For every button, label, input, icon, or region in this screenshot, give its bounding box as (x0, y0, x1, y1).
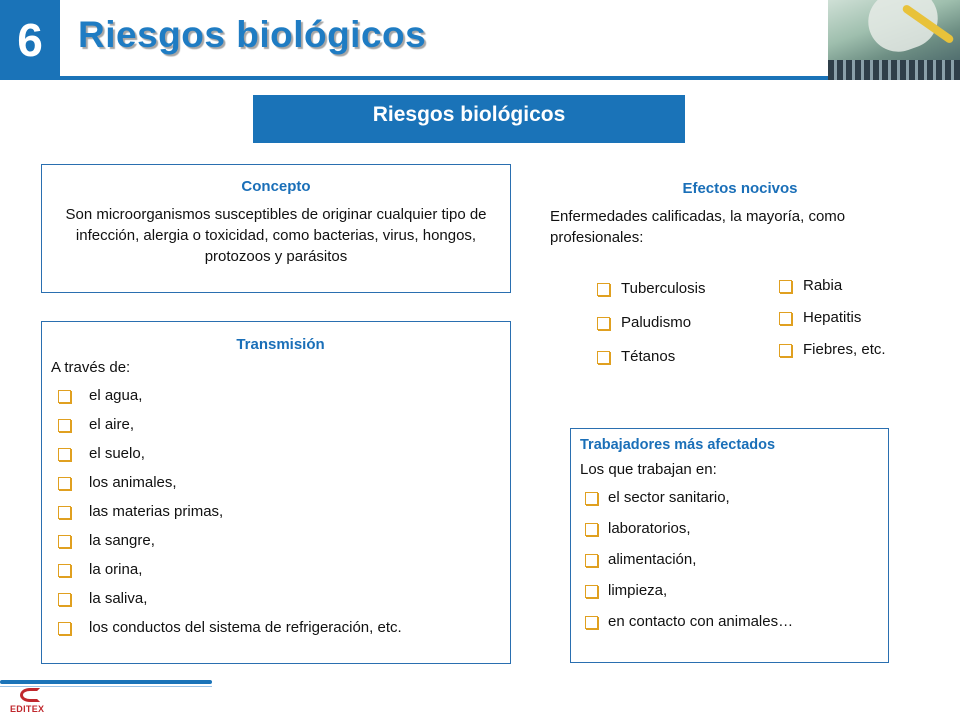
concept-heading: Concepto (241, 178, 311, 195)
list-item: el agua, (51, 387, 510, 416)
list-item: los conductos del sistema de refrigeración, etc. (51, 619, 510, 648)
checkbox-bullet-icon (779, 344, 792, 357)
editex-logo-icon (20, 688, 40, 702)
list-item: el suelo, (51, 445, 510, 474)
list-item: en contacto con animales… (580, 613, 888, 644)
page-title: Riesgos biológicos (78, 14, 427, 55)
footer-divider-thin (0, 686, 212, 687)
checkbox-bullet-icon (58, 506, 71, 519)
transmission-list (51, 387, 510, 648)
list-item: alimentación, (580, 551, 888, 582)
checkbox-bullet-icon (585, 554, 598, 567)
workers-heading: Trabajadores más afectados (580, 437, 776, 453)
effects-list-right (779, 277, 886, 373)
list-item: laboratorios, (580, 520, 888, 551)
editex-logo (10, 688, 50, 716)
concept-box (41, 164, 511, 293)
checkbox-bullet-icon (58, 390, 71, 403)
list-item: Paludismo (597, 314, 705, 348)
concept-text: Son microorganismos susceptibles de originar cualquier tipo de infección, alergia o toxicidad, como bacterias, virus, hongos, protozoos y parásitos (65, 206, 487, 265)
transmission-intro: A través de: (51, 359, 131, 376)
effects-section (550, 180, 930, 248)
checkbox-bullet-icon (58, 535, 71, 548)
list-item: Hepatitis (779, 309, 886, 341)
workers-list (580, 489, 888, 644)
workers-box (570, 428, 889, 663)
list-item: las materias primas, (51, 503, 510, 532)
checkbox-bullet-icon (585, 492, 598, 505)
transmission-box (41, 321, 511, 664)
section-banner: Riesgos biológicos (253, 95, 685, 143)
checkbox-bullet-icon (58, 477, 71, 490)
list-item: limpieza, (580, 582, 888, 613)
checkbox-bullet-icon (58, 564, 71, 577)
checkbox-bullet-icon (58, 419, 71, 432)
transmission-heading: Transmisión (236, 336, 325, 353)
list-item: Tuberculosis (597, 280, 705, 314)
editex-logo-text: EDITEX (10, 704, 45, 714)
list-item: Rabia (779, 277, 886, 309)
list-item: Tétanos (597, 348, 705, 382)
laboratory-photo (828, 0, 960, 80)
checkbox-bullet-icon (58, 622, 71, 635)
footer-divider (0, 680, 212, 684)
list-item: el aire, (51, 416, 510, 445)
checkbox-bullet-icon (58, 448, 71, 461)
checkbox-bullet-icon (779, 280, 792, 293)
workers-intro: Los que trabajan en: (580, 461, 717, 478)
effects-heading: Efectos nocivos (682, 180, 798, 197)
chapter-number: 6 (17, 14, 43, 66)
checkbox-bullet-icon (597, 351, 610, 364)
checkbox-bullet-icon (779, 312, 792, 325)
checkbox-bullet-icon (585, 616, 598, 629)
checkbox-bullet-icon (585, 523, 598, 536)
list-item: Fiebres, etc. (779, 341, 886, 373)
checkbox-bullet-icon (597, 283, 610, 296)
list-item: el sector sanitario, (580, 489, 888, 520)
effects-list-left (597, 280, 705, 382)
checkbox-bullet-icon (597, 317, 610, 330)
list-item: la saliva, (51, 590, 510, 619)
list-item: los animales, (51, 474, 510, 503)
list-item: la orina, (51, 561, 510, 590)
effects-text: Enfermedades calificadas, la mayoría, como profesionales: (550, 208, 846, 246)
checkbox-bullet-icon (585, 585, 598, 598)
list-item: la sangre, (51, 532, 510, 561)
checkbox-bullet-icon (58, 593, 71, 606)
rack-shape (828, 60, 960, 80)
